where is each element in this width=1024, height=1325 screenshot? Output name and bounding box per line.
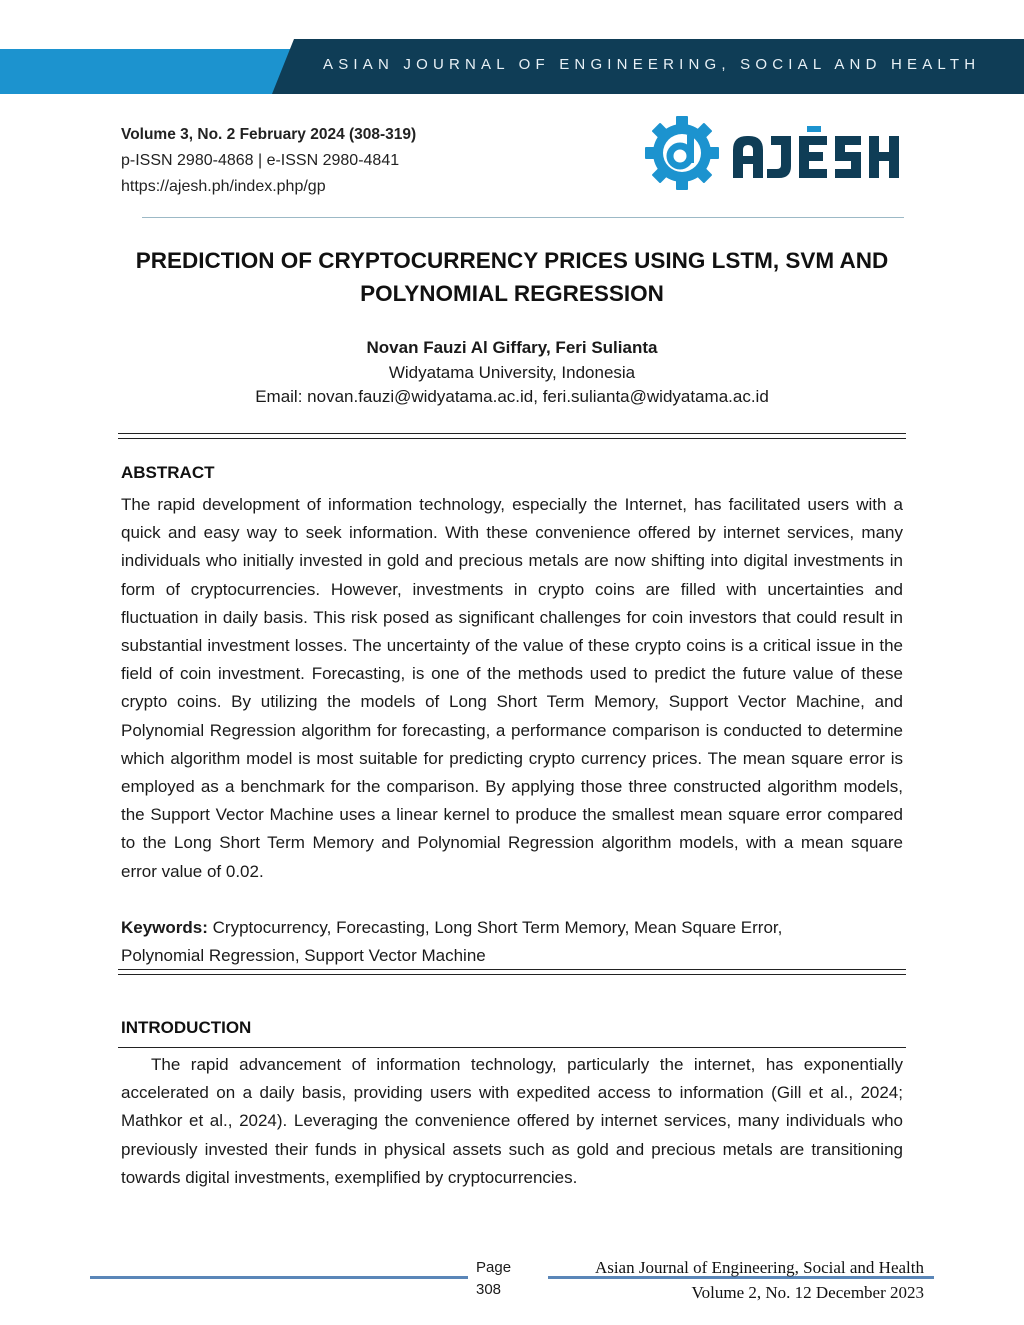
ajesh-logo — [645, 114, 905, 194]
keywords-line1: Cryptocurrency, Forecasting, Long Short Term Memory, Mean Square Error, — [207, 918, 783, 937]
abstract-body: The rapid development of information technology, especially the Internet, has facilitated users with a quick and easy way to seek information. With these convenience offered by internet services, many individuals who initially invested in gold and precious metals are now shifting into digital investments in form of cryptocurrencies. However, investments in crypto coins are filled with uncertainties and fluctuation in daily basis. This risk posed as significant challenges for coin investors that could result in substantial investment losses. The uncertainty of the value of these crypto coins is a critical issue in the field of coin investment. Forecasting, is one of the methods used to predict the future value of these crypto coins. By utilizing the models of Long Short Term Memory, Support Vector Machine, and Polynomial Regression algorithm for forecasting, a performance comparison is conducted to determine which algorithm model is most suitable for predicting crypto currency prices. The mean square error is employed as a benchmark for the comparison. By applying those three constructed algorithm models, the Support Vector Machine uses a linear kernel to produce the smallest mean square error compared to the Long Short Term Memory and Polynomial Regression algorithm models, with a mean square error value of 0.02. — [121, 495, 903, 881]
keywords-line2: Polynomial Regression, Support Vector Machine — [121, 946, 486, 966]
keywords — [121, 914, 903, 970]
article-title — [121, 244, 903, 310]
issn-line: p-ISSN 2980-4868 | e-ISSN 2980-4841 — [121, 152, 400, 169]
abstract-heading: ABSTRACT — [121, 463, 215, 482]
abstract-top-rule — [118, 433, 906, 439]
header-journal-name: ASIAN JOURNAL OF ENGINEERING, SOCIAL AND HEALTH — [323, 56, 981, 73]
page-label: Page — [476, 1259, 512, 1276]
author-names: Novan Fauzi Al Giffary, Feri Sulianta — [366, 338, 658, 357]
journal-url[interactable]: https://ajesh.ph/index.php/gp — [121, 178, 326, 195]
keywords-label: Keywords: — [121, 918, 208, 937]
author-email: Email: novan.fauzi@widyatama.ac.id, feri.sulianta@widyatama.ac.id — [255, 387, 769, 406]
ajesh-logo-graphic — [645, 114, 905, 194]
introduction-rule — [118, 1047, 906, 1048]
introduction-body: The rapid advancement of information technology, particularly the internet, has exponentially accelerated on a daily basis, providing users with expedited access to information (Gill et al., 2024; Mathkor et al., 2024). Leveraging the convenience offered by internet services, many individuals who previously invested their funds in physical assets such as gold and precious metals are transitioning towards digital investments, exemplified by cryptocurrencies. — [121, 1055, 903, 1187]
issue-meta — [121, 122, 416, 200]
page-number-block — [476, 1257, 511, 1301]
article-title-line1: PREDICTION OF CRYPTOCURRENCY PRICES USING LSTM, SVM AND — [135, 248, 889, 273]
header-divider — [142, 217, 904, 218]
page-number: 308 — [476, 1281, 502, 1298]
volume-line: Volume 3, No. 2 February 2024 (308-319) — [121, 126, 417, 143]
footer-journal-name: Asian Journal of Engineering, Social and Health — [594, 1258, 924, 1277]
footer-rule-left — [90, 1276, 468, 1279]
footer-journal — [595, 1255, 924, 1305]
footer-volume-info: Volume 2, No. 12 December 2023 — [691, 1283, 924, 1302]
author-block — [121, 336, 903, 410]
article-title-line2: POLYNOMIAL REGRESSION — [360, 281, 664, 306]
abstract-bottom-rule — [118, 969, 906, 975]
introduction-heading: INTRODUCTION — [121, 1018, 252, 1037]
author-affiliation: Widyatama University, Indonesia — [388, 362, 636, 382]
